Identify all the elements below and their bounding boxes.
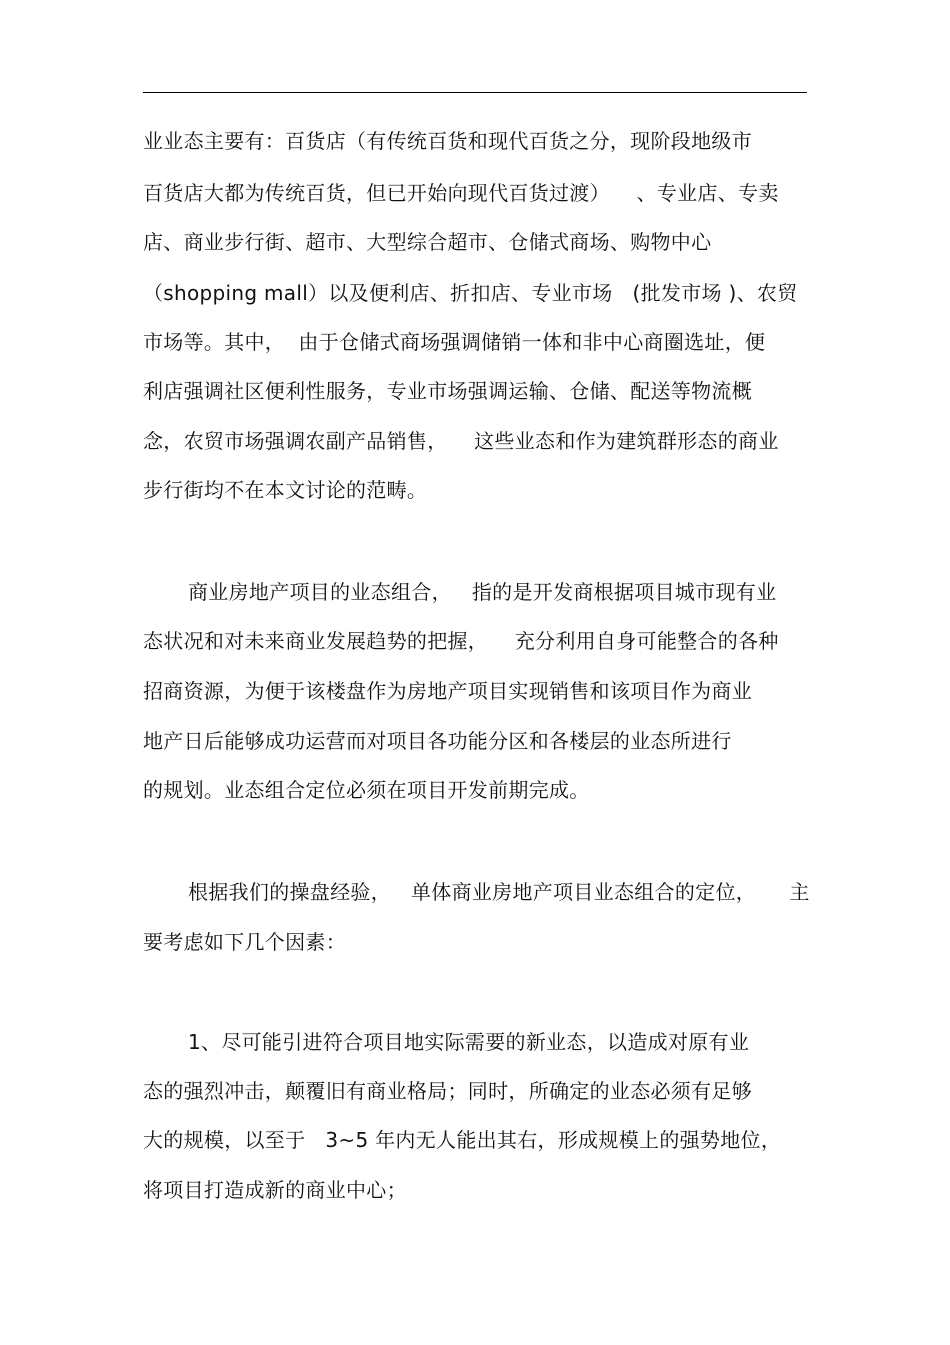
text-line: 将项目打造成新的商业中心； (143, 1178, 407, 1202)
text-line: 地产日后能够成功运营而对项目各功能分区和各楼层的业态所进行 (143, 729, 732, 753)
text-line: 市场等。其中， 由于仓储式商场强调储销一体和非中心商圈选址，便 (143, 330, 766, 354)
text-line: 大的规模，以至于 3~5 年内无人能出其右，形成规模上的强势地位， (143, 1128, 782, 1152)
text-line: 步行街均不在本文讨论的范畴。 (143, 478, 428, 502)
text-line: 的规划。业态组合定位必须在项目开发前期完成。 (143, 778, 590, 802)
header-rule (143, 92, 807, 93)
text-line: 态的强烈冲击，颠覆旧有商业格局；同时，所确定的业态必须有足够 (143, 1079, 752, 1103)
text-line: 招商资源，为便于该楼盘作为房地产项目实现销售和该项目作为商业 (143, 679, 752, 703)
text-line: 业业态主要有：百货店（有传统百货和现代百货之分，现阶段地级市 (143, 129, 752, 153)
text-line: 要考虑如下几个因素： (143, 930, 346, 954)
text-line: 态状况和对未来商业发展趋势的把握， 充分利用自身可能整合的各种 (143, 629, 779, 653)
text-line: （shopping mall）以及便利店、折扣店、专业市场 (批发市场 )、农贸 (143, 281, 798, 305)
text-line: 念，农贸市场强调农副产品销售， 这些业态和作为建筑群形态的商业 (143, 429, 779, 453)
text-line: 店、商业步行街、超市、大型综合超市、仓储式商场、购物中心 (143, 230, 712, 254)
text-line: 根据我们的操盘经验， 单体商业房地产项目业态组合的定位， 主 (188, 880, 810, 904)
text-line: 1、尽可能引进符合项目地实际需要的新业态，以造成对原有业 (188, 1030, 750, 1054)
text-line: 商业房地产项目的业态组合， 指的是开发商根据项目城市现有业 (188, 580, 777, 604)
text-line: 利店强调社区便利性服务，专业市场强调运输、仓储、配送等物流概 (143, 379, 752, 403)
text-line: 百货店大都为传统百货，但已开始向现代百货过渡） 、专业店、专卖 (143, 181, 779, 205)
